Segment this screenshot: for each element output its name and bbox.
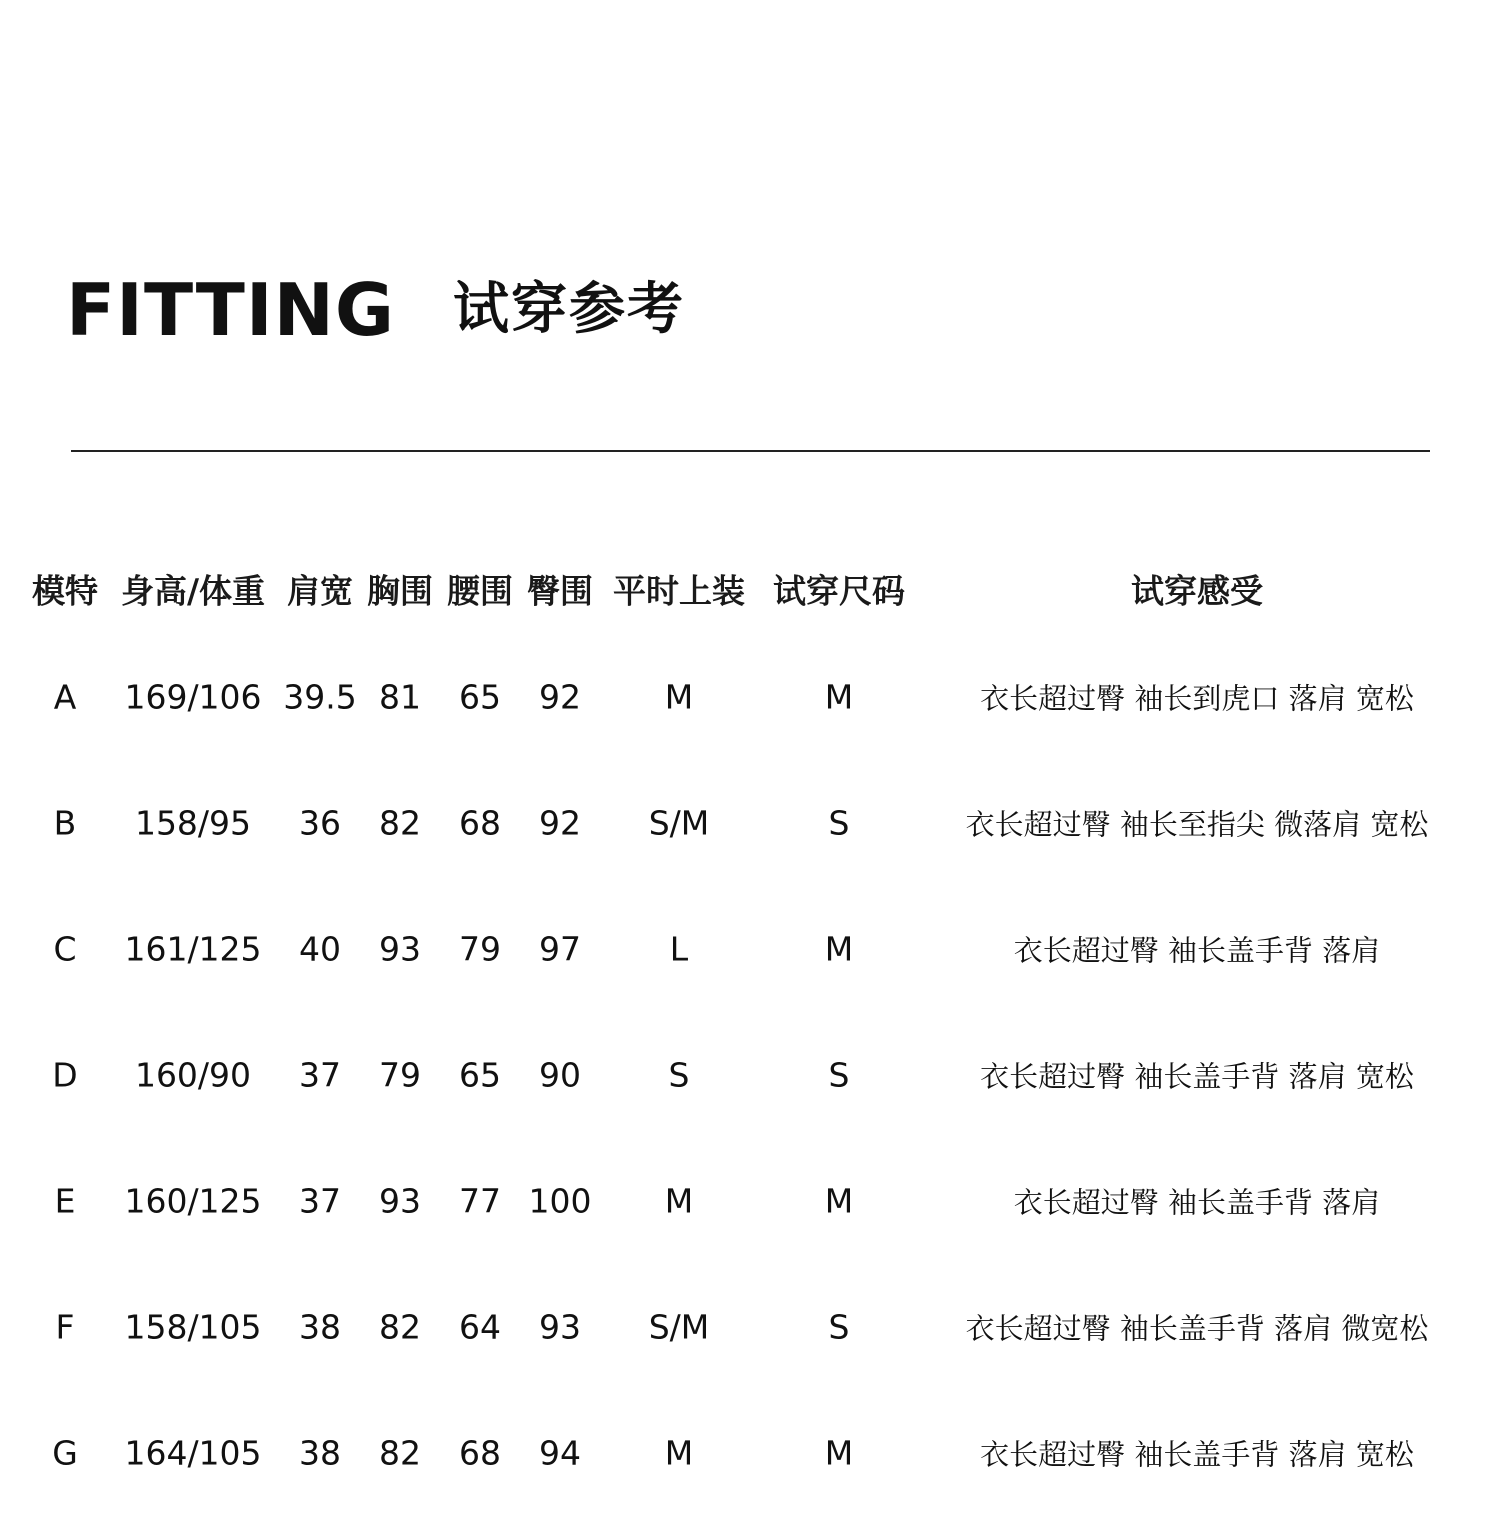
cell-waist: 64 [459, 1307, 501, 1347]
cell-waist: 77 [459, 1181, 501, 1221]
cell-tried-size: S [828, 803, 850, 843]
cell-waist: 65 [459, 677, 501, 717]
cell-feel: 衣长超过臀 袖长至指尖 微落肩 宽松 [965, 807, 1429, 842]
cell-hip: 100 [528, 1181, 592, 1221]
cell-usual-size: S/M [648, 803, 710, 843]
cell-tried-size: S [828, 1055, 850, 1095]
cell-height-weight: 158/105 [124, 1307, 262, 1347]
cell-shoulder: 37 [299, 1055, 341, 1095]
cell-usual-size: M [664, 677, 694, 717]
cell-shoulder: 37 [299, 1181, 341, 1221]
cell-shoulder: 38 [299, 1307, 341, 1347]
cell-feel: 衣长超过臀 袖长盖手背 落肩 [1013, 933, 1381, 968]
cell-shoulder: 39.5 [283, 677, 357, 717]
cell-tried-size: M [824, 1433, 854, 1473]
cell-chest: 93 [379, 929, 421, 969]
cell-usual-size: S/M [648, 1307, 710, 1347]
column-header-chest: 胸围 [367, 571, 433, 611]
cell-waist: 68 [459, 1433, 501, 1473]
cell-shoulder: 36 [299, 803, 341, 843]
cell-height-weight: 158/95 [134, 803, 252, 843]
cell-tried-size: S [828, 1307, 850, 1347]
cell-feel: 衣长超过臀 袖长到虎口 落肩 宽松 [980, 681, 1414, 716]
column-header-shoulder: 肩宽 [287, 571, 353, 611]
column-header-usual-size: 平时上装 [613, 571, 745, 611]
cell-model: D [52, 1055, 78, 1095]
title-english: FITTING [66, 268, 395, 352]
cell-chest: 82 [379, 1433, 421, 1473]
cell-hip: 94 [539, 1433, 581, 1473]
cell-height-weight: 160/90 [134, 1055, 252, 1095]
cell-usual-size: L [669, 929, 689, 969]
cell-shoulder: 38 [299, 1433, 341, 1473]
cell-tried-size: M [824, 929, 854, 969]
cell-model: G [52, 1433, 78, 1473]
cell-waist: 79 [459, 929, 501, 969]
cell-model: C [53, 929, 77, 969]
cell-model: A [53, 677, 77, 717]
column-header-feel: 试穿感受 [1131, 571, 1263, 611]
column-header-model: 模特 [32, 571, 98, 611]
cell-waist: 68 [459, 803, 501, 843]
column-header-height-weight: 身高/体重 [120, 571, 266, 611]
cell-hip: 92 [539, 677, 581, 717]
cell-feel: 衣长超过臀 袖长盖手背 落肩 宽松 [980, 1437, 1414, 1472]
cell-shoulder: 40 [299, 929, 341, 969]
cell-height-weight: 161/125 [124, 929, 262, 969]
column-header-waist: 腰围 [447, 571, 513, 611]
cell-feel: 衣长超过臀 袖长盖手背 落肩 微宽松 [965, 1311, 1429, 1346]
cell-hip: 90 [539, 1055, 581, 1095]
cell-usual-size: S [668, 1055, 690, 1095]
cell-usual-size: M [664, 1181, 694, 1221]
cell-height-weight: 160/125 [124, 1181, 262, 1221]
cell-height-weight: 169/106 [124, 677, 262, 717]
cell-chest: 82 [379, 1307, 421, 1347]
cell-chest: 79 [379, 1055, 421, 1095]
title-chinese: 试穿参考 [453, 277, 685, 342]
column-header-tried-size: 试穿尺码 [773, 571, 905, 611]
cell-model: E [54, 1181, 76, 1221]
cell-feel: 衣长超过臀 袖长盖手背 落肩 [1013, 1185, 1381, 1220]
cell-hip: 93 [539, 1307, 581, 1347]
cell-tried-size: M [824, 1181, 854, 1221]
cell-waist: 65 [459, 1055, 501, 1095]
cell-tried-size: M [824, 677, 854, 717]
column-header-hip: 臀围 [527, 571, 593, 611]
cell-feel: 衣长超过臀 袖长盖手背 落肩 宽松 [980, 1059, 1414, 1094]
cell-model: B [53, 803, 77, 843]
cell-height-weight: 164/105 [124, 1433, 262, 1473]
cell-chest: 82 [379, 803, 421, 843]
cell-chest: 93 [379, 1181, 421, 1221]
cell-chest: 81 [379, 677, 421, 717]
cell-hip: 92 [539, 803, 581, 843]
cell-hip: 97 [539, 929, 581, 969]
cell-usual-size: M [664, 1433, 694, 1473]
cell-model: F [55, 1307, 75, 1347]
